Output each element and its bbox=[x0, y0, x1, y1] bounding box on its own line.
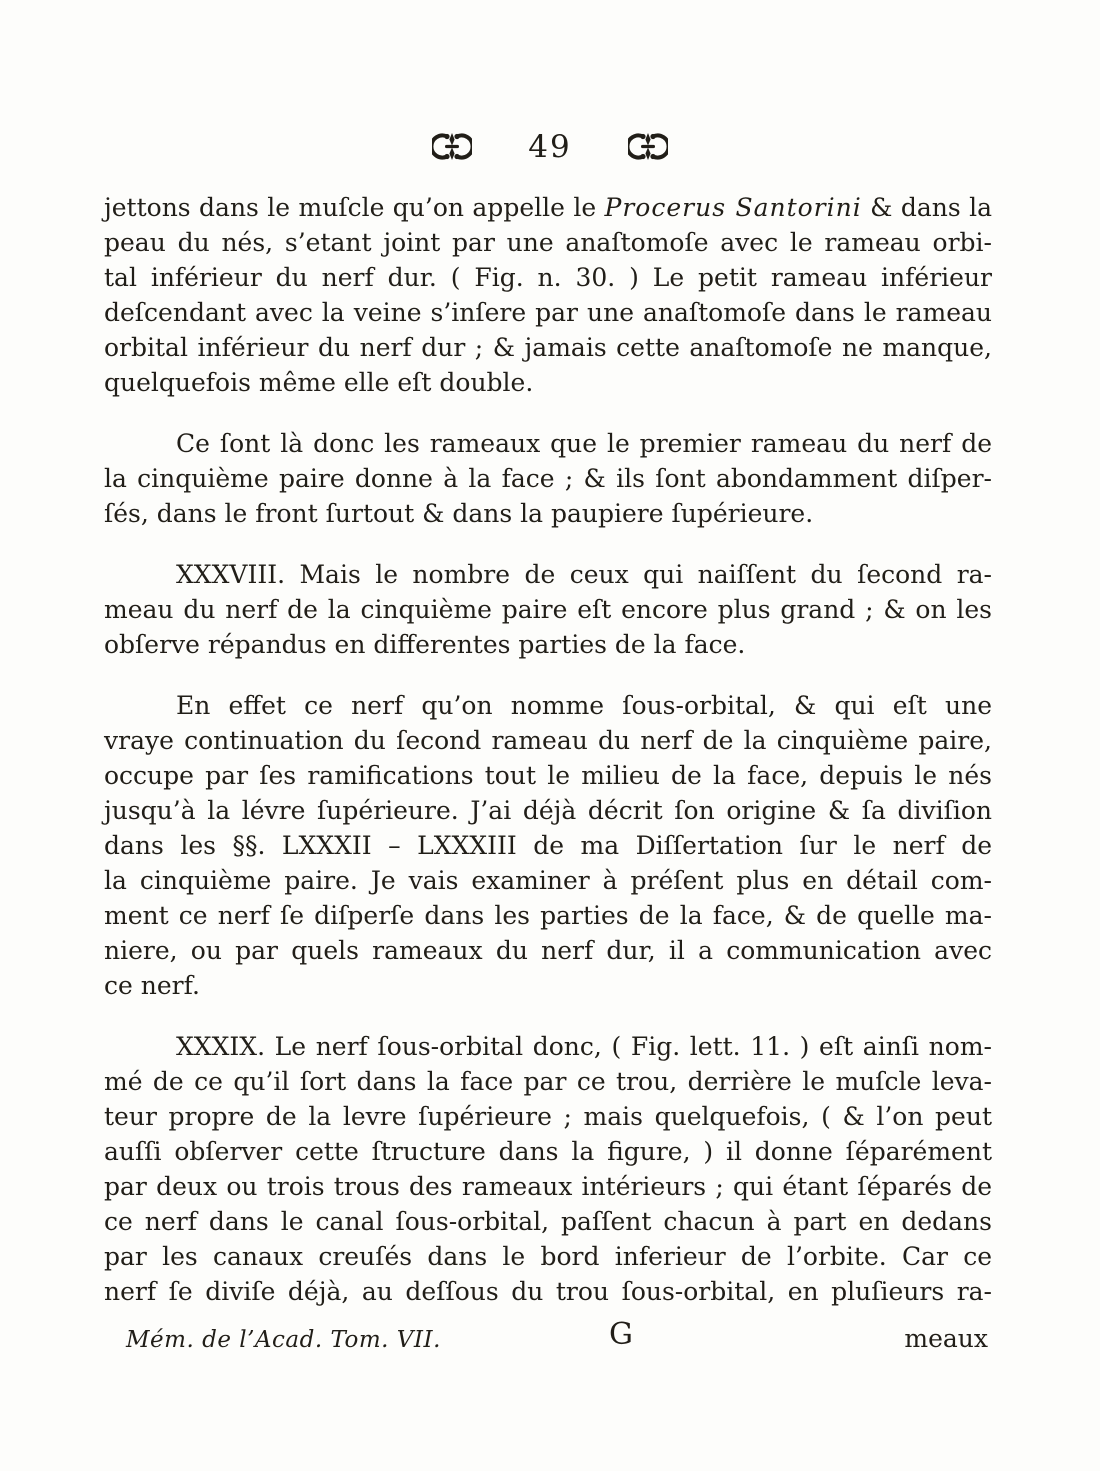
page-number: 49 bbox=[528, 128, 572, 165]
text-line: ce nerf. bbox=[104, 971, 200, 1000]
text-line: la cinquième paire. Je vais examiner à préſent plus en détail com- bbox=[104, 866, 992, 895]
fleuron-ornament-icon bbox=[432, 131, 472, 162]
text-line: par deux ou trois trous des rameaux intérieurs ; qui étant ſéparés de bbox=[104, 1172, 992, 1201]
text-line: ſés, dans le front ſurtout & dans la paupiere ſupérieure. bbox=[104, 499, 814, 528]
text-line: mé de ce qu’il ſort dans la face par ce trou, derrière le muſcle leva- bbox=[104, 1067, 992, 1096]
text-line: orbital inférieur du nerf dur ; & jamais cette anaſtomoſe ne manque, bbox=[104, 333, 992, 362]
catchword: meaux bbox=[904, 1324, 988, 1353]
text-line: meau du nerf de la cinquième paire eſt encore plus grand ; & on les bbox=[104, 595, 992, 624]
text-line: niere, ou par quels rameaux du nerf dur, il a communication avec bbox=[104, 936, 992, 965]
text-line: peau du nés, s’etant joint par une anaſtomoſe avec le rameau orbi- bbox=[104, 228, 992, 257]
text-line: XXXVIII. Mais le nombre de ceux qui naiſſent du ſecond ra- bbox=[176, 560, 992, 589]
paragraph bbox=[104, 190, 992, 400]
fleuron-ornament-icon bbox=[628, 131, 668, 162]
latin-term: Procerus Santorini bbox=[604, 193, 862, 222]
paragraph-section-xxxix bbox=[104, 1029, 992, 1309]
paragraph bbox=[104, 426, 992, 531]
text-line: Ce ſont là donc les rameaux que le premier rameau du nerf de bbox=[176, 429, 992, 458]
text-line: En effet ce nerf qu’on nomme ſous-orbital, & qui eſt une bbox=[176, 691, 992, 720]
text-line: quelquefois même elle eſt double. bbox=[104, 368, 534, 397]
paragraph-section-xxxviii bbox=[104, 557, 992, 662]
text-line: teur propre de la levre ſupérieure ; mais quelquefois, ( & l’on peut bbox=[104, 1102, 992, 1131]
text-line: jusqu’à la lévre ſupérieure. J’ai déjà décrit ſon origine & ſa diviſion bbox=[104, 796, 992, 825]
text-line: tal inférieur du nerf dur. ( Fig. n. 30. ) Le petit rameau inférieur bbox=[104, 263, 992, 292]
page-footer bbox=[104, 1317, 992, 1357]
text-line: obſerve répandus en differentes parties de la face. bbox=[104, 630, 746, 659]
text-line: vraye continuation du ſecond rameau du nerf de la cinquième paire, bbox=[104, 726, 992, 755]
text-line: ce nerf dans le canal ſous-orbital, paſſent chacun à part en dedans bbox=[104, 1207, 992, 1236]
text-line: dans les §§. LXXXII – LXXXIII de ma Diſſertation ſur le nerf de bbox=[104, 831, 992, 860]
line-text: & dans la bbox=[861, 193, 992, 222]
text-line: la cinquième paire donne à la face ; & ils ſont abondamment diſper- bbox=[104, 464, 992, 493]
text-line bbox=[104, 190, 992, 225]
text-line: ment ce nerf ſe diſperſe dans les parties de la face, & de quelle ma- bbox=[104, 901, 992, 930]
line-text: jettons dans le muſcle qu’on appelle le bbox=[104, 193, 605, 222]
signature-mark: G bbox=[609, 1317, 633, 1352]
text-line: auſſi obſerver cette ſtructure dans la figure, ) il donne ſéparément bbox=[104, 1137, 992, 1166]
text-line: deſcendant avec la veine s’inſere par une anaſtomoſe dans le rameau bbox=[104, 298, 992, 327]
text-line: par les canaux creuſés dans le bord inferieur de l’orbite. Car ce bbox=[104, 1242, 992, 1271]
paragraph bbox=[104, 688, 992, 1003]
text-block bbox=[104, 190, 992, 1357]
text-line: nerf ſe diviſe déjà, au deſſous du trou ſous-orbital, en pluſieurs ra- bbox=[104, 1277, 992, 1306]
text-line: XXXIX. Le nerf ſous-orbital donc, ( Fig. lett. 11. ) eſt ainſi nom- bbox=[176, 1032, 992, 1061]
text-line: occupe par ſes ramifications tout le milieu de la face, depuis le nés bbox=[104, 761, 992, 790]
page-header bbox=[0, 128, 1100, 165]
volume-reference: Mém. de l’Acad. Tom. VII. bbox=[126, 1327, 441, 1353]
